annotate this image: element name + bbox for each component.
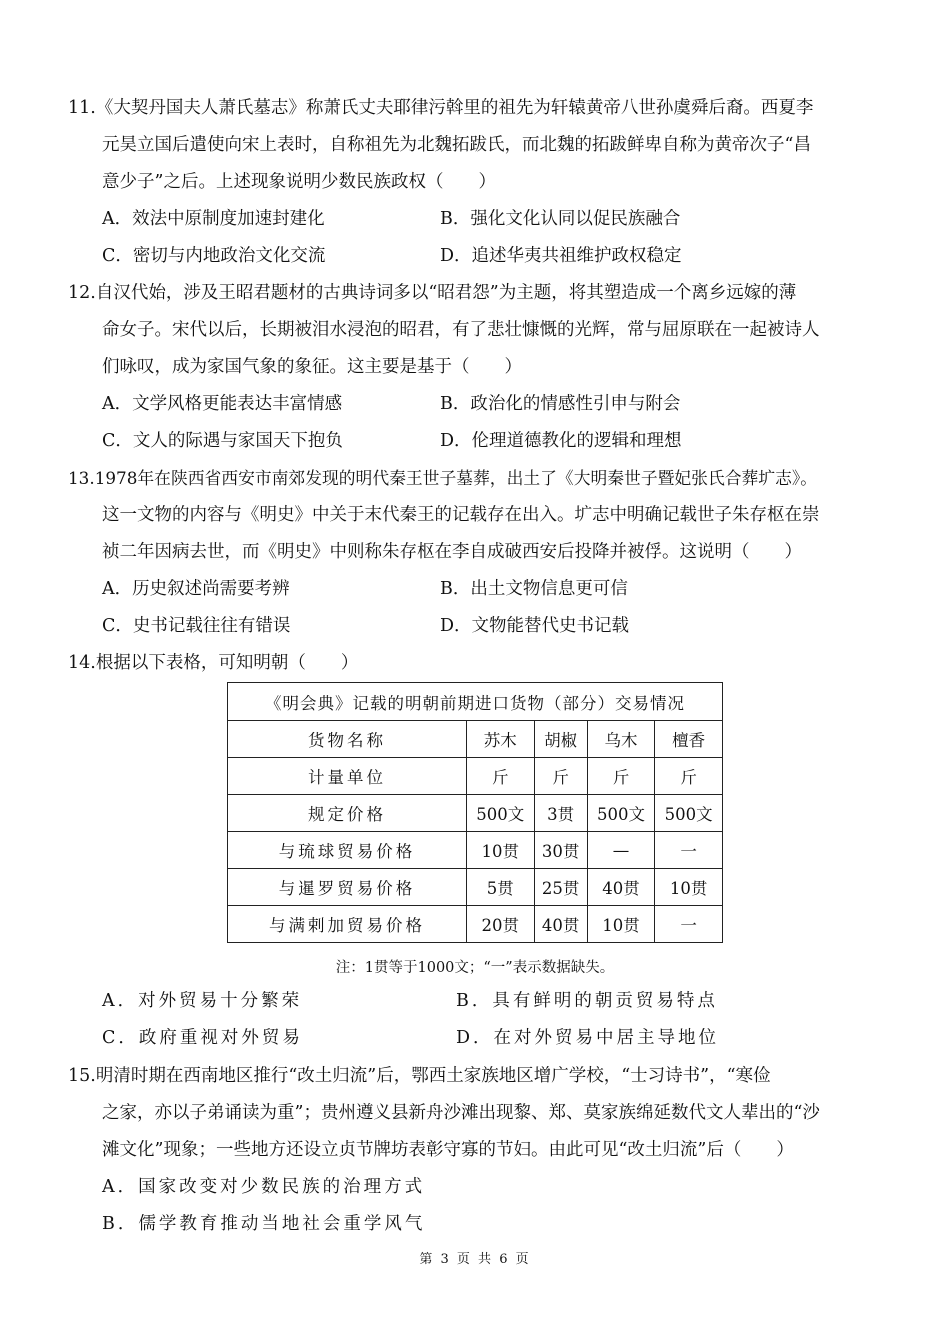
table-cell: 25贯	[534, 869, 587, 906]
table-cell: 与满剌加贸易价格	[228, 906, 467, 943]
table-cell: 3贯	[534, 795, 587, 832]
table-cell: 5贯	[467, 869, 535, 906]
table-cell: 10贯	[587, 906, 655, 943]
question-12-stem-line: 12.自汉代始，涉及王昭君题材的古典诗词多以“昭君怨”为主题，将其塑造成一个离乡远嫁的薄	[68, 283, 797, 303]
table-cell: 计量单位	[228, 758, 467, 795]
table-cell: 与暹罗贸易价格	[228, 869, 467, 906]
table-cell: 斤	[587, 758, 655, 795]
q11-option-d[interactable]: D．追述华夷共祖维护政权稳定	[440, 246, 682, 266]
question-11-stem-line: 元昊立国后遣使向宋上表时，自称祖先为北魏拓跋氏，而北魏的拓跋鲜卑自称为黄帝次子“昌	[102, 135, 811, 155]
trade-table	[227, 682, 723, 943]
table-cell: 40贯	[587, 869, 655, 906]
table-cell: 胡椒	[534, 721, 587, 758]
table-cell: 货物名称	[228, 721, 467, 758]
table-row	[228, 906, 723, 943]
table-row	[228, 795, 723, 832]
q12-option-d[interactable]: D．伦理道德教化的逻辑和理想	[440, 431, 682, 451]
question-13-stem-line: 13.1978年在陕西省西安市南郊发现的明代秦王世子墓葬，出土了《大明秦世子暨妃张氏合葬圹志》。	[68, 468, 818, 488]
table-cell: 20贯	[467, 906, 535, 943]
question-11	[68, 90, 888, 275]
q15-option-b[interactable]: B．儒学教育推动当地社会重学风气	[102, 1214, 426, 1234]
q14-option-a[interactable]: A．对外贸易十分繁荣	[102, 991, 303, 1011]
question-12-stem-line: 们咏叹，成为家国气象的象征。这主要是基于（ ）	[102, 357, 522, 377]
question-14-options	[68, 983, 888, 1057]
table-note: 注：1贯等于1000文；“一”表示数据缺失。	[335, 960, 615, 976]
table-cell: 乌木	[587, 721, 655, 758]
question-11-stem-line: 11.《大契丹国夫人萧氏墓志》称萧氏丈夫耶律污斡里的祖先为轩辕黄帝八世孙虞舜后裔。西夏李	[68, 98, 814, 118]
table-row	[228, 721, 723, 758]
table-cell: 檀香	[655, 721, 723, 758]
table-cell: 500文	[587, 795, 655, 832]
question-15-stem-line: 15.明清时期在西南地区推行“改土归流”后，鄂西土家族地区增广学校，“士习诗书”，“寒俭	[68, 1066, 771, 1086]
page-footer: 第 3 页 共 6 页	[419, 1252, 531, 1267]
question-13-stem-line: 这一文物的内容与《明史》中关于末代秦王的记载存在出入。圹志中明确记载世子朱存枢在崇	[102, 505, 820, 525]
table-cell: 规定价格	[228, 795, 467, 832]
table-cell: —	[587, 832, 655, 869]
table-cell: 苏木	[467, 721, 535, 758]
q13-option-d[interactable]: D．文物能替代史书记载	[440, 616, 630, 636]
q12-option-a[interactable]: A．文学风格更能表达丰富情感	[102, 394, 343, 414]
question-12-stem-line: 命女子。宋代以后，长期被泪水浸泡的昭君，有了悲壮慷慨的光辉，常与屈原联在一起被诗人	[102, 320, 820, 340]
question-15-stem-line: 之家，亦以子弟诵读为重”；贵州遵义县新舟沙滩出现黎、郑、莫家族绵延数代文人辈出的“沙	[102, 1103, 820, 1123]
q13-option-b[interactable]: B．出土文物信息更可信	[440, 579, 628, 599]
table-cell: 40贯	[534, 906, 587, 943]
table-cell: 斤	[467, 758, 535, 795]
q11-option-c[interactable]: C．密切与内地政治文化交流	[102, 246, 326, 266]
q13-option-c[interactable]: C．史书记载往往有错误	[102, 616, 291, 636]
question-15-stem-line: 滩文化”现象；一些地方还设立贞节牌坊表彰守寡的节妇。由此可见“改土归流”后（ ）	[102, 1140, 794, 1160]
q14-option-b[interactable]: B．具有鲜明的朝贡贸易特点	[456, 991, 718, 1011]
table-cell: 10贯	[467, 832, 535, 869]
question-15	[68, 1058, 888, 1243]
q12-option-c[interactable]: C．文人的际遇与家国天下抱负	[102, 431, 343, 451]
table-cell: 500文	[655, 795, 723, 832]
question-14-stem: 14.根据以下表格，可知明朝（ ）	[68, 653, 359, 673]
q15-option-a[interactable]: A．国家改变对少数民族的治理方式	[102, 1177, 426, 1197]
question-13-stem-line: 祯二年因病去世，而《明史》中则称朱存枢在李自成破西安后投降并被俘。这说明（ ）	[102, 542, 802, 562]
question-11-stem-line: 意少子”之后。上述现象说明少数民族政权（ ）	[102, 172, 496, 192]
table-caption: 《明会典》记载的明朝前期进口货物（部分）交易情况	[228, 683, 723, 721]
q13-option-a[interactable]: A．历史叙述尚需要考辨	[102, 579, 290, 599]
q11-option-b[interactable]: B．强化文化认同以促民族融合	[440, 209, 681, 229]
q12-option-b[interactable]: B．政治化的情感性引申与附会	[440, 394, 681, 414]
question-12	[68, 275, 888, 460]
table-cell: 与琉球贸易价格	[228, 832, 467, 869]
table-row	[228, 758, 723, 795]
q11-option-a[interactable]: A．效法中原制度加速封建化	[102, 209, 325, 229]
q14-option-d[interactable]: D．在对外贸易中居主导地位	[456, 1028, 720, 1048]
table-cell: 斤	[534, 758, 587, 795]
table-row	[228, 832, 723, 869]
table-row	[228, 869, 723, 906]
table-cell: 斤	[655, 758, 723, 795]
table-cell: 500文	[467, 795, 535, 832]
question-14	[68, 645, 888, 682]
question-13	[68, 460, 888, 645]
table-cell: 一	[655, 906, 723, 943]
table-cell: 一	[655, 832, 723, 869]
table-cell: 10贯	[655, 869, 723, 906]
table-cell: 30贯	[534, 832, 587, 869]
q14-option-c[interactable]: C．政府重视对外贸易	[102, 1028, 303, 1048]
